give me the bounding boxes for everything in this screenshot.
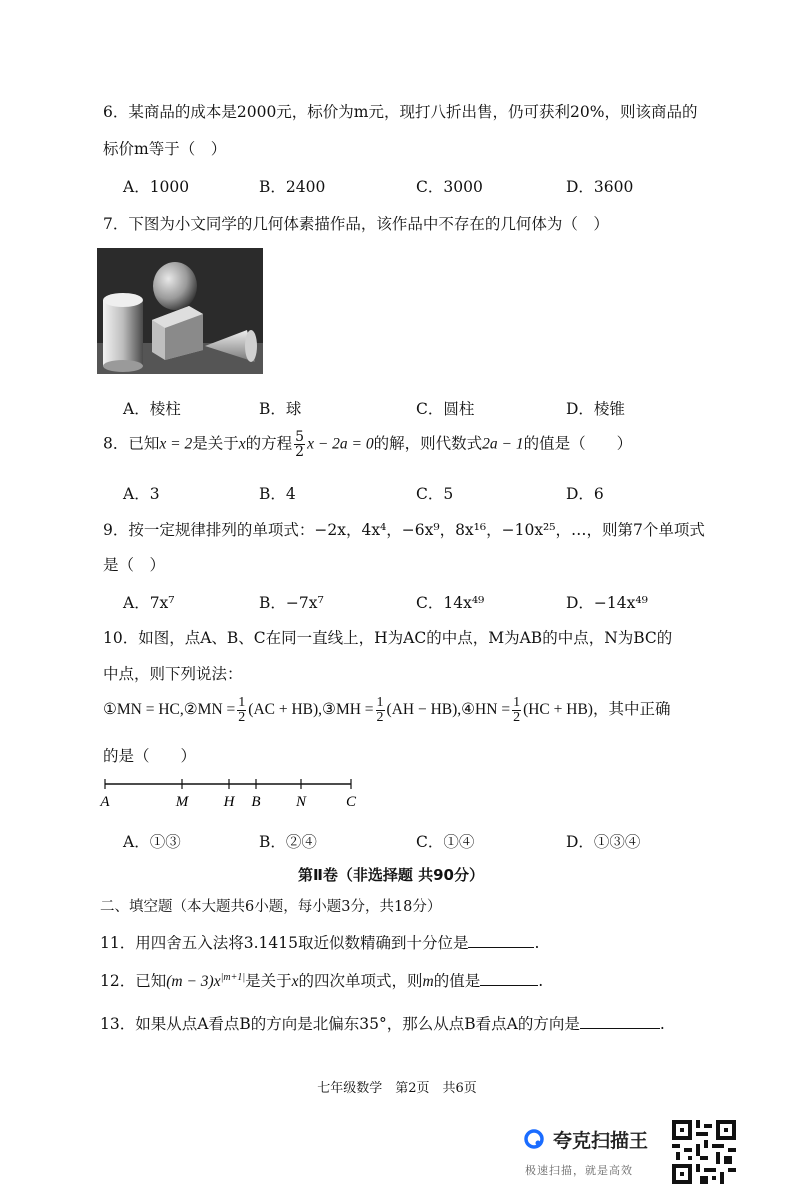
point-label-a: A [100, 794, 110, 810]
q10-half-2: $\frac{1}{2}$ [238, 695, 246, 725]
q12-exponent: |m+1| [220, 971, 246, 983]
qr-code-icon [672, 1120, 736, 1184]
q8-suffix: 的值是（ ） [523, 434, 633, 453]
q8-mid1: 是关于 [192, 434, 239, 453]
q8-mid3: 的解，则代数式 [373, 434, 483, 453]
q8-expression: 2a − 1 [482, 435, 524, 453]
q11-end: . [534, 934, 540, 952]
section2-subtitle: 二、填空题（本大题共6小题，每小题3分，共18分） [100, 899, 442, 915]
q8-var: x [238, 435, 246, 453]
q9-line1: 9．按一定规律排列的单项式：−2x，4x⁴，−6x⁹，8x¹⁶，−10x²⁵，…，则第7个单项式 [103, 521, 705, 539]
point-label-h: H [223, 794, 235, 810]
q9-option-a: A．7x⁷ [123, 594, 175, 612]
q10-option-d: D．①③④ [566, 833, 641, 851]
point-label-m: M [175, 794, 189, 810]
q10-line1: 10．如图，点A、B、C在同一直线上，H为AC的中点，M为AB的中点，N为BC的 [103, 629, 673, 647]
q12-mid2: 的四次单项式，则 [298, 972, 423, 990]
q7-option-a: A．棱柱 [123, 400, 181, 418]
q10-line2: 中点，则下列说法： [103, 665, 243, 683]
q8-option-b: B．4 [259, 485, 296, 503]
point-label-n: N [295, 794, 307, 810]
q9-option-c: C．14x⁴⁹ [416, 594, 485, 612]
q12-mid: 是关于 [245, 972, 292, 990]
q7-option-d: D．棱锥 [566, 400, 625, 418]
q10-statement-4-rhs: (HC + HB) [523, 701, 593, 719]
q13-end: . [659, 1015, 665, 1033]
q8-option-c: C．5 [416, 485, 454, 503]
q10-option-c: C．①④ [416, 833, 475, 851]
q8-option-a: A．3 [123, 485, 160, 503]
q12-var: x [291, 973, 299, 990]
q8-frac-num: 5 [295, 429, 305, 445]
q8-frac-den: 2 [295, 444, 305, 460]
q8-option-d: D．6 [566, 485, 604, 503]
q6-option-b: B．2400 [259, 178, 326, 196]
q12-base: (m − 3)x [166, 973, 221, 990]
page-footer: 七年级数学 第2页 共6页 [317, 1081, 477, 1096]
q10-half-3: $\frac{1}{2}$ [376, 695, 384, 725]
q12-end: . [538, 972, 544, 990]
point-label-c: C [345, 794, 357, 810]
q10-statement-4-lhs: ④HN = [461, 701, 511, 719]
q12-suffix: 的值是 [433, 972, 481, 990]
geometry-sketch-image [97, 248, 263, 374]
q8-condition: x = 2 [159, 435, 193, 453]
q13-prompt: 13．如果从点A看点B的方向是北偏东35°，那么从点B看点A的方向是 [100, 1015, 580, 1033]
q13-answer-blank[interactable] [580, 1014, 660, 1029]
q11-text [100, 931, 539, 953]
brand-slogan: 极速扫描，就是高效 [525, 1164, 633, 1177]
q6-option-d: D．3600 [566, 178, 634, 196]
q10-line4: 的是（ ） [103, 747, 197, 765]
q10-statement-3-lhs: ③MH = [322, 701, 374, 719]
q12-answer-blank[interactable] [480, 971, 538, 986]
q7-option-b: B．球 [259, 400, 302, 418]
q9-option-b: B．−7x⁷ [259, 594, 324, 612]
q7-option-c: C．圆柱 [416, 400, 475, 418]
q6-line1: 6．某商品的成本是2000元，标价为m元，现打八折出售，仍可获利20%，则该商品的 [103, 103, 698, 121]
brand-logo-icon [523, 1128, 545, 1150]
brand-name: 夸克扫描王 [553, 1130, 649, 1152]
q9-option-d: D．−14x⁴⁹ [566, 594, 648, 612]
q10-tail: ，其中正确 [592, 700, 671, 719]
q6-option-a: A．1000 [123, 178, 190, 196]
q10-option-b: B．②④ [259, 833, 317, 851]
q10-statement-3-rhs: (AH − HB), [386, 701, 462, 719]
q10-statement-1: ①MN = HC, [103, 701, 184, 719]
q10-half-4: $\frac{1}{2}$ [513, 695, 521, 725]
q10-statement-2-rhs: (AC + HB), [248, 701, 323, 719]
q9-line2: 是（ ） [103, 556, 166, 574]
q11-prompt: 11．用四舍五入法将3.1415取近似数精确到十分位是 [100, 934, 469, 952]
section2-title: 第Ⅱ卷（非选择题 共90分） [298, 866, 484, 884]
q6-option-c: C．3000 [416, 178, 483, 196]
point-label-b: B [251, 794, 261, 810]
q10-statement-2-lhs: ②MN = [183, 701, 236, 719]
q8-prefix: 8．已知 [103, 434, 160, 453]
q12-text [100, 969, 543, 991]
q8-equation: x − 2a = 0 [307, 435, 374, 453]
q10-option-a: A．①③ [123, 833, 181, 851]
q12-m: m [422, 973, 434, 990]
q8-mid2: 的方程 [245, 434, 293, 453]
q11-answer-blank[interactable] [468, 933, 534, 948]
q7-text: 7．下图为小文同学的几何体素描作品，该作品中不存在的几何体为（ ） [103, 215, 609, 233]
q10-statements [103, 696, 670, 725]
line-segment-diagram [96, 778, 366, 814]
q6-line2: 标价m等于（ ） [103, 140, 227, 158]
q8-fraction [294, 430, 305, 459]
q12-prefix: 12．已知 [100, 972, 167, 990]
q8-text [103, 430, 632, 459]
q13-text [100, 1012, 665, 1034]
